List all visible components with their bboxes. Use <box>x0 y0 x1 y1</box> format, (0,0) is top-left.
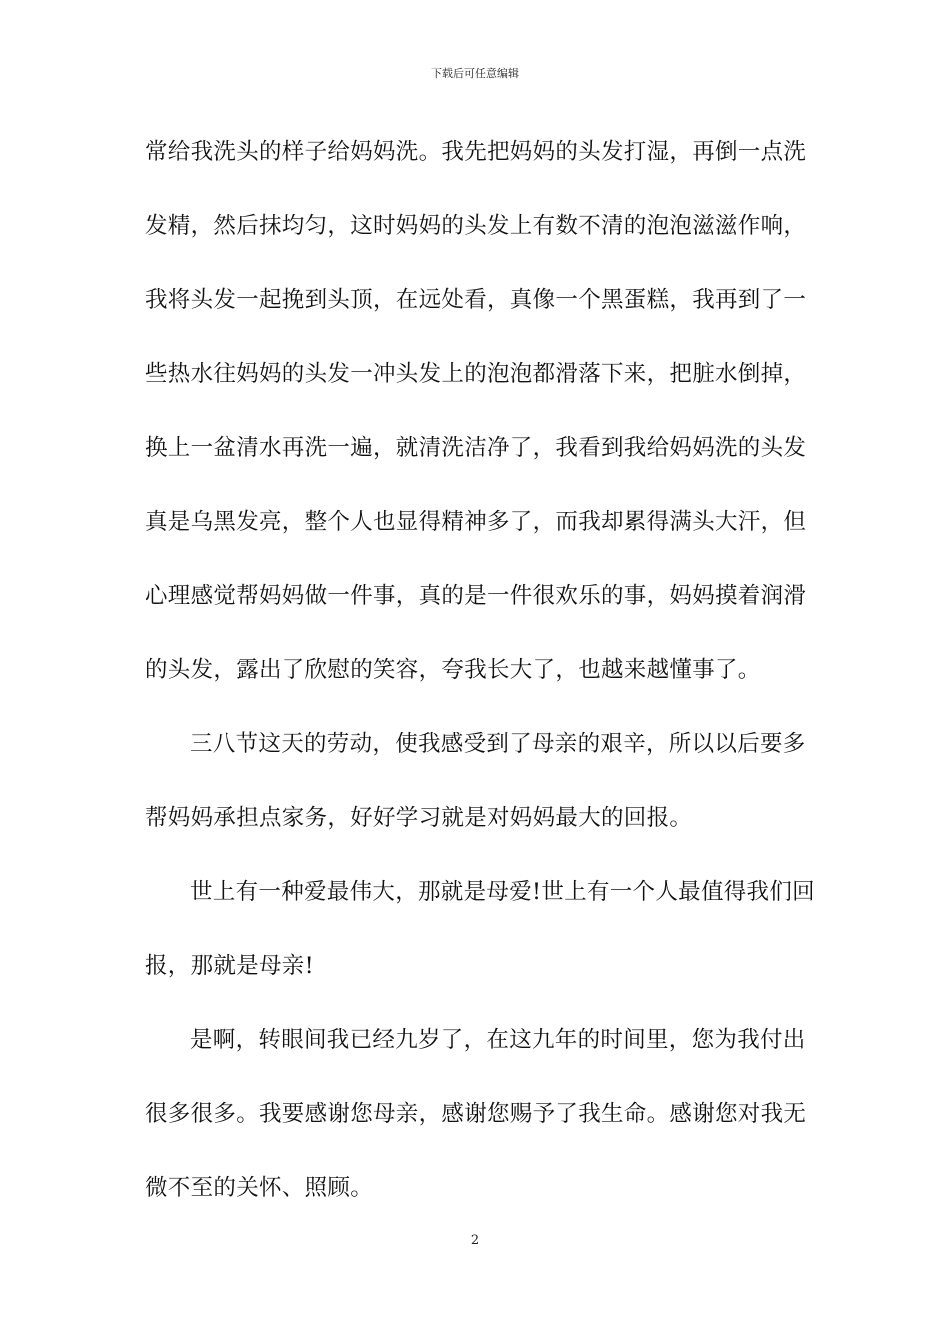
text-line: 帮妈妈承担点家务，好好学习就是对妈妈最大的回报。 <box>145 805 693 831</box>
text-line: 常给我洗头的样子给妈妈洗。我先把妈妈的头发打湿，再倒一点洗 <box>145 139 807 165</box>
paragraph-start-line: 世上有一种爱最伟大，那就是母爱!世上有一个人最值得我们回 <box>190 879 815 905</box>
text-line: 很多很多。我要感谢您母亲，感谢您赐予了我生命。感谢您对我无 <box>145 1101 807 1127</box>
page-number: 2 <box>470 1233 480 1248</box>
page-header: 下载后可任意编辑 <box>431 67 519 80</box>
text-line: 换上一盆清水再洗一遍，就清洗洁净了，我看到我给妈妈洗的头发 <box>145 435 807 461</box>
text-line: 的头发，露出了欣慰的笑容，夸我长大了，也越来越懂事了。 <box>145 657 761 683</box>
text-line: 真是乌黑发亮，整个人也显得精神多了，而我却累得满头大汗，但 <box>145 509 807 535</box>
document-body <box>145 130 815 1240</box>
text-line: 微不至的关怀、照顾。 <box>145 1175 374 1201</box>
text-line: 发精，然后抹均匀，这时妈妈的头发上有数不清的泡泡滋滋作响， <box>145 213 807 239</box>
paragraph-start-line: 三八节这天的劳动，使我感受到了母亲的艰辛，所以以后要多 <box>190 731 806 757</box>
paragraph-start-line: 是啊，转眼间我已经九岁了，在这九年的时间里，您为我付出 <box>190 1027 806 1053</box>
text-line: 报，那就是母亲! <box>145 953 314 979</box>
text-line: 我将头发一起挽到头顶，在远处看，真像一个黑蛋糕，我再到了一 <box>145 287 807 313</box>
text-line: 些热水往妈妈的头发一冲头发上的泡泡都滑落下来，把脏水倒掉， <box>145 361 807 387</box>
text-line: 心理感觉帮妈妈做一件事，真的是一件很欢乐的事，妈妈摸着润滑 <box>145 583 807 609</box>
